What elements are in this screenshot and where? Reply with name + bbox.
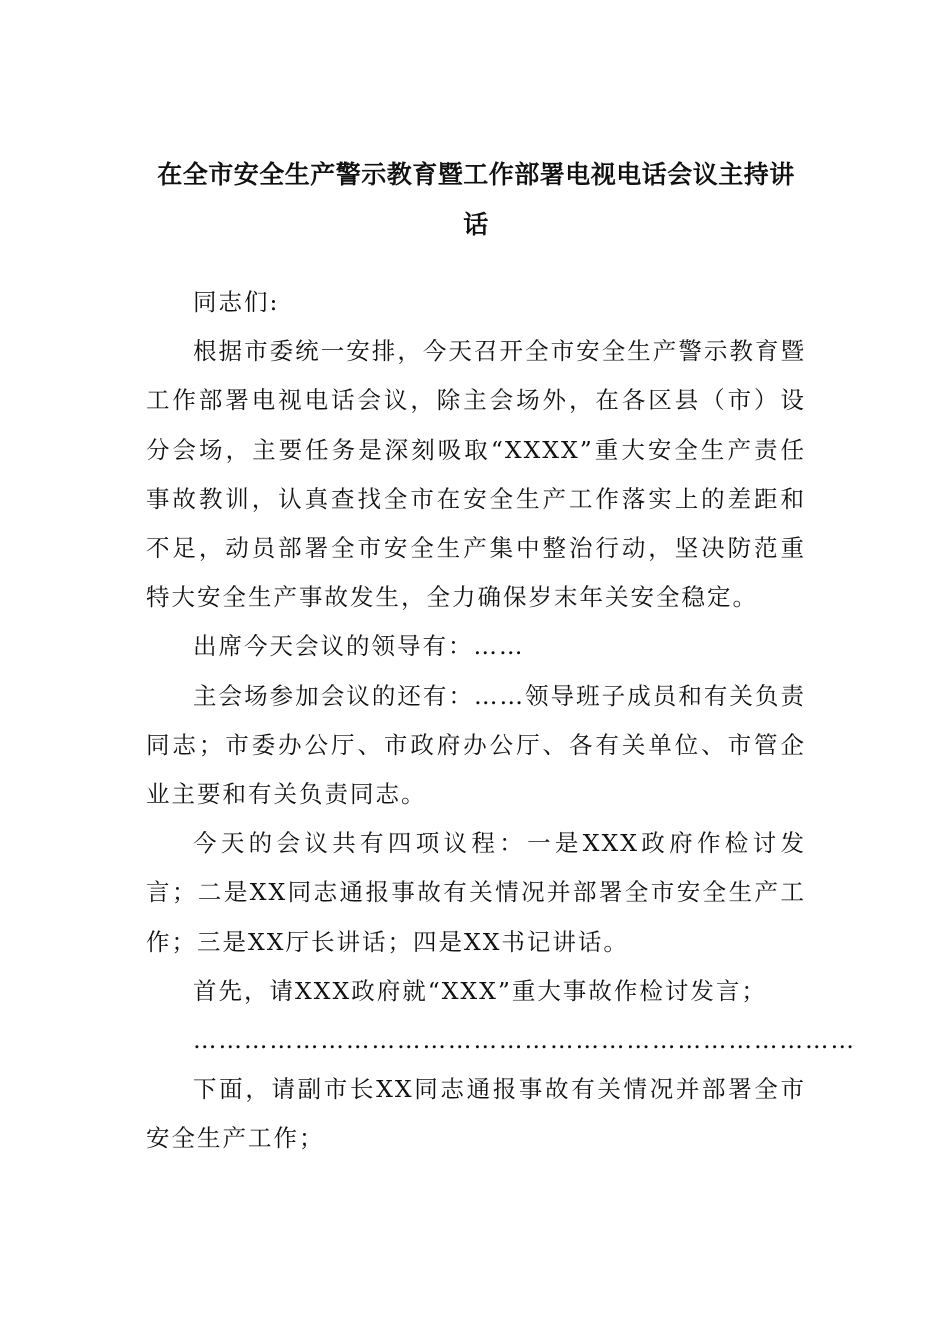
document-body [146,278,856,1164]
paragraph-agenda: 今天的会议共有四项议程：一是XXX政府作检讨发言；二是XX同志通报事故有关情况并部署全市安全生产工作；三是XX厅长讲话；四是XX书记讲话。 [146,829,806,956]
paragraph-first-item: 首先，请XXX政府就“XXX”重大事故作检讨发言； [193,976,767,1005]
document-title: 在全市安全生产警示教育暨工作部署电视电话会议主持讲话 [157,160,795,239]
paragraph-attendees: 主会场参加会议的还有：……领导班子成员和有关负责同志；市委办公厅、市政府办公厅、各有关单位、市管企业主要和有关负责同志。 [146,681,806,809]
paragraph-next-item: 下面，请副市长XX同志通报事故有关情况并部署全市安全生产工作； [146,1075,806,1153]
paragraph-ellipsis: …………………………………………………………………… [193,1026,856,1055]
salutation: 同志们: [193,288,280,316]
paragraph-purpose: 根据市委统一安排，今天召开全市安全生产警示教育暨工作部署电视电话会议，除主会场外，在各区县（市）设分会场，主要任务是深刻吸取“XXXX”重大安全生产责任事故教训，认真查找全市在安全生产工作落实上的差距和不足，动员部署全市安全生产集中整治行动，坚决防范重特大安全生产事故发生，全力确保岁末年关安全稳定。 [146,337,806,612]
paragraph-leaders: 出席今天会议的领导有：…… [193,632,525,661]
